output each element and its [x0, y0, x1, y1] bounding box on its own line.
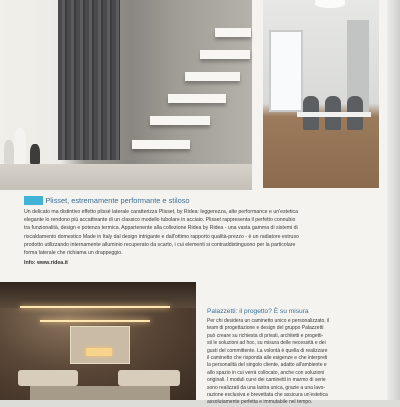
- article-body: [207, 318, 357, 407]
- text-line: riscaldamento domestico Made in Italy dal design intrigante e dall'ottimo rapporto qualità-prezzo - è un radiatore estruso: [24, 233, 299, 240]
- text-line: può creare su richiesta di privati, architetti e progetti-: [207, 332, 324, 339]
- text-line: il caminetto che risponda alle esigenze e che interpreti: [207, 355, 328, 362]
- brand-highlight: Ridea: [24, 196, 44, 205]
- article-body: [24, 208, 358, 257]
- article-plisset: [24, 196, 358, 267]
- article-palazzetti: [207, 307, 357, 407]
- text-line: razione esclusiva e brevettata che assicura un'estetica: [207, 392, 328, 399]
- plisset-radiator: [58, 0, 120, 160]
- fireplace: [70, 326, 130, 364]
- text-line: tra funzionalità, design e potenza termica. Appartenente alla collezione Ridea by Ridea - una vasta gamma di sistemi di: [24, 225, 298, 232]
- text-line: gusti del committente. La volontà è quella di realizzare: [207, 347, 328, 354]
- text-line: sti le soluzioni ad hoc, su misura delle necessità e dei: [207, 340, 326, 347]
- text-line: originali. I moduli curvi dei caminetti in marmo di serie: [207, 377, 326, 384]
- text-line: assolutamente perfetta e immutabile nel tempo.: [207, 399, 313, 406]
- text-line: forma laterale che richiama un drappeggio.: [24, 250, 123, 257]
- info-link[interactable]: Info: www.ridea.it: [24, 260, 68, 267]
- living-room-photo: [0, 282, 196, 400]
- text-line: la personalità del singolo cliente, adatto all'ambiente e: [207, 362, 327, 369]
- article-title: Ridea Plisset, estremamente performante e stiloso: [24, 196, 190, 205]
- text-line: Un delicato ma distintivo effetto plissè laterale caratterizza Plisset, by Ridea: leggerezza, alte performance e un'estetica: [24, 209, 298, 215]
- text-line: prodotto utilizzando internamente alluminio recuperato da scarto, i cui elementi si contraddistinguono per la particolare: [24, 241, 296, 248]
- text-line: elegante lo rendono più accattivante di un classico modello tubolare in acciaio. Plisset rappresenta il perfetto connubio: [24, 217, 296, 224]
- text-line: Per chi desidera un caminetto unico e personalizzato, il: [207, 318, 330, 324]
- kitchen-photo: [263, 0, 379, 188]
- radiator-stairs-photo: [0, 0, 252, 190]
- text-line: allo spazio in cui verrà collocato, anche con soluzioni: [207, 369, 325, 376]
- text-line: sono realizzati da una lastra unica, grazie a una lavo-: [207, 384, 326, 391]
- text-line: team di progettazione e design del gruppo Palazzetti: [207, 325, 324, 332]
- article-title: Palazzetti: il progetto? È su misura: [207, 308, 309, 315]
